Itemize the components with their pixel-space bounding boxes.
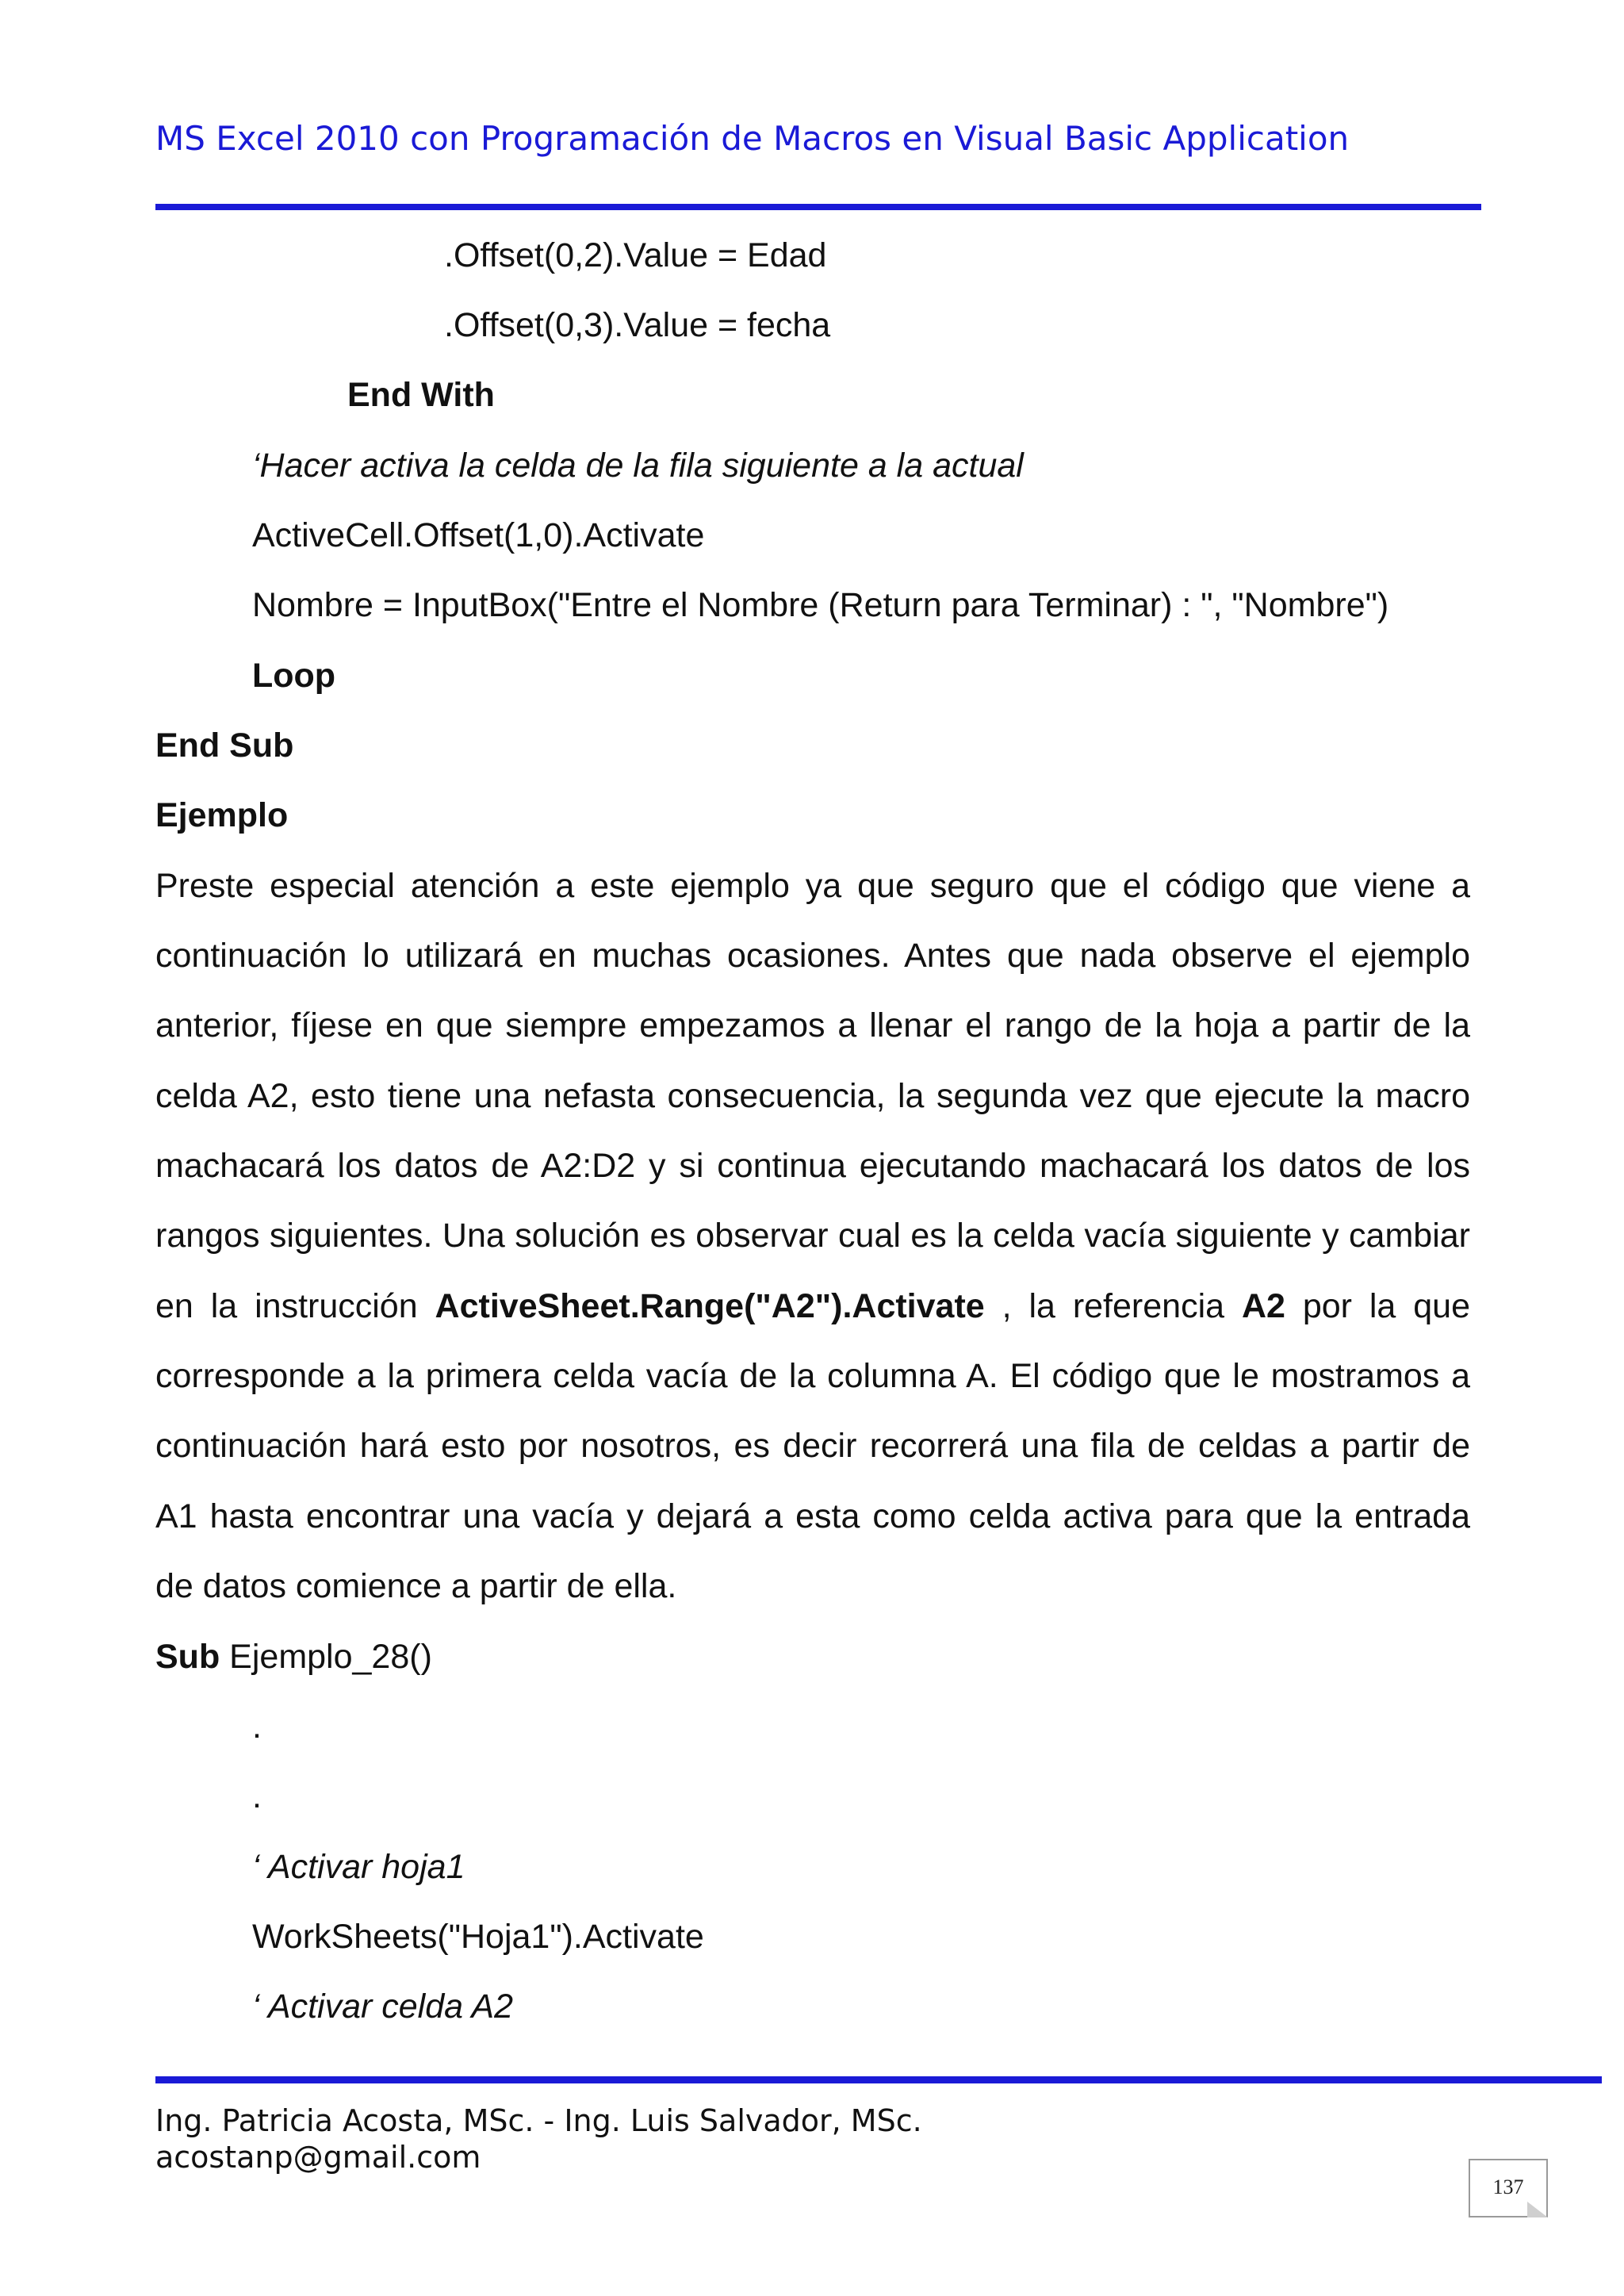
code-comment-activate-next: ‘Hacer activa la celda de la fila siguiente a la actual — [252, 447, 1024, 485]
code-line-end-with: End With — [347, 376, 495, 414]
header-rule — [155, 204, 1481, 210]
paragraph-text: en la instrucción — [155, 1287, 418, 1325]
code-line-sub-ejemplo-28 — [155, 1636, 432, 1677]
footer-rule — [155, 2076, 1602, 2083]
code-line-offset-fecha: .Offset(0,3).Value = fecha — [444, 306, 831, 344]
paragraph-line-11: de datos comience a partir de ella. — [155, 1567, 677, 1605]
page-header-title: MS Excel 2010 con Programación de Macros en Visual Basic Application — [155, 119, 1350, 158]
paragraph-line-3: anterior, fíjese en que siempre empezamos a llenar el rango de la hoja a partir de la — [155, 1006, 1470, 1045]
page-fold-corner — [1527, 2202, 1548, 2217]
code-line-loop: Loop — [252, 657, 336, 695]
code-comment-activar-hoja1: ‘ Activar hoja1 — [252, 1848, 465, 1886]
code-line-offset-edad: .Offset(0,2).Value = Edad — [444, 236, 827, 274]
paragraph-line-5: machacará los datos de A2:D2 y si continua ejecutando machacará los datos de los — [155, 1147, 1470, 1185]
paragraph-line-2: continuación lo utilizará en muchas ocasiones. Antes que nada observe el ejemplo — [155, 937, 1470, 975]
page-number-box — [1469, 2159, 1548, 2217]
code-line-activecell: ActiveCell.Offset(1,0).Activate — [252, 516, 705, 554]
code-sub-name: Ejemplo_28() — [220, 1638, 432, 1676]
code-ellipsis-dot: . — [252, 1777, 262, 1815]
paragraph-line-4: celda A2, esto tiene una nefasta consecuencia, la segunda vez que ejecute la macro — [155, 1077, 1470, 1115]
code-comment-activar-celda-a2: ‘ Activar celda A2 — [252, 1987, 514, 2026]
code-keyword-sub: Sub — [155, 1638, 220, 1676]
section-heading: Ejemplo — [155, 796, 289, 834]
footer-email: acostanp@gmail.com — [155, 2140, 481, 2175]
inline-ref-a2: A2 — [1241, 1287, 1285, 1325]
code-line-worksheets-activate: WorkSheets("Hoja1").Activate — [252, 1918, 704, 1956]
footer-authors: Ing. Patricia Acosta, MSc. - Ing. Luis Salvador, MSc. — [155, 2103, 922, 2138]
paragraph-line-10: A1 hasta encontrar una vacía y dejará a esta como celda activa para que la entrada — [155, 1497, 1470, 1535]
code-ellipsis-dot: . — [252, 1708, 262, 1746]
paragraph-line-6: rangos siguientes. Una solución es observar cual es la celda vacía siguiente y cambiar — [155, 1217, 1470, 1255]
inline-code-activesheet: ActiveSheet.Range("A2").Activate — [435, 1287, 985, 1325]
code-line-inputbox: Nombre = InputBox("Entre el Nombre (Return para Terminar) : ", "Nombre") — [252, 586, 1389, 624]
paragraph-line-7 — [155, 1286, 1470, 1327]
code-line-end-sub: End Sub — [155, 726, 294, 765]
paragraph-line-1: Preste especial atención a este ejemplo ya que seguro que el código que viene a — [155, 867, 1470, 905]
paragraph-line-9: continuación hará esto por nosotros, es decir recorrerá una fila de celdas a partir de — [155, 1427, 1470, 1465]
paragraph-text: por la que — [1302, 1287, 1470, 1325]
paragraph-text: , la referencia — [1002, 1287, 1225, 1325]
page-number: 137 — [1492, 2175, 1524, 2198]
paragraph-line-8: corresponde a la primera celda vacía de la columna A. El código que le mostramos a — [155, 1357, 1470, 1395]
